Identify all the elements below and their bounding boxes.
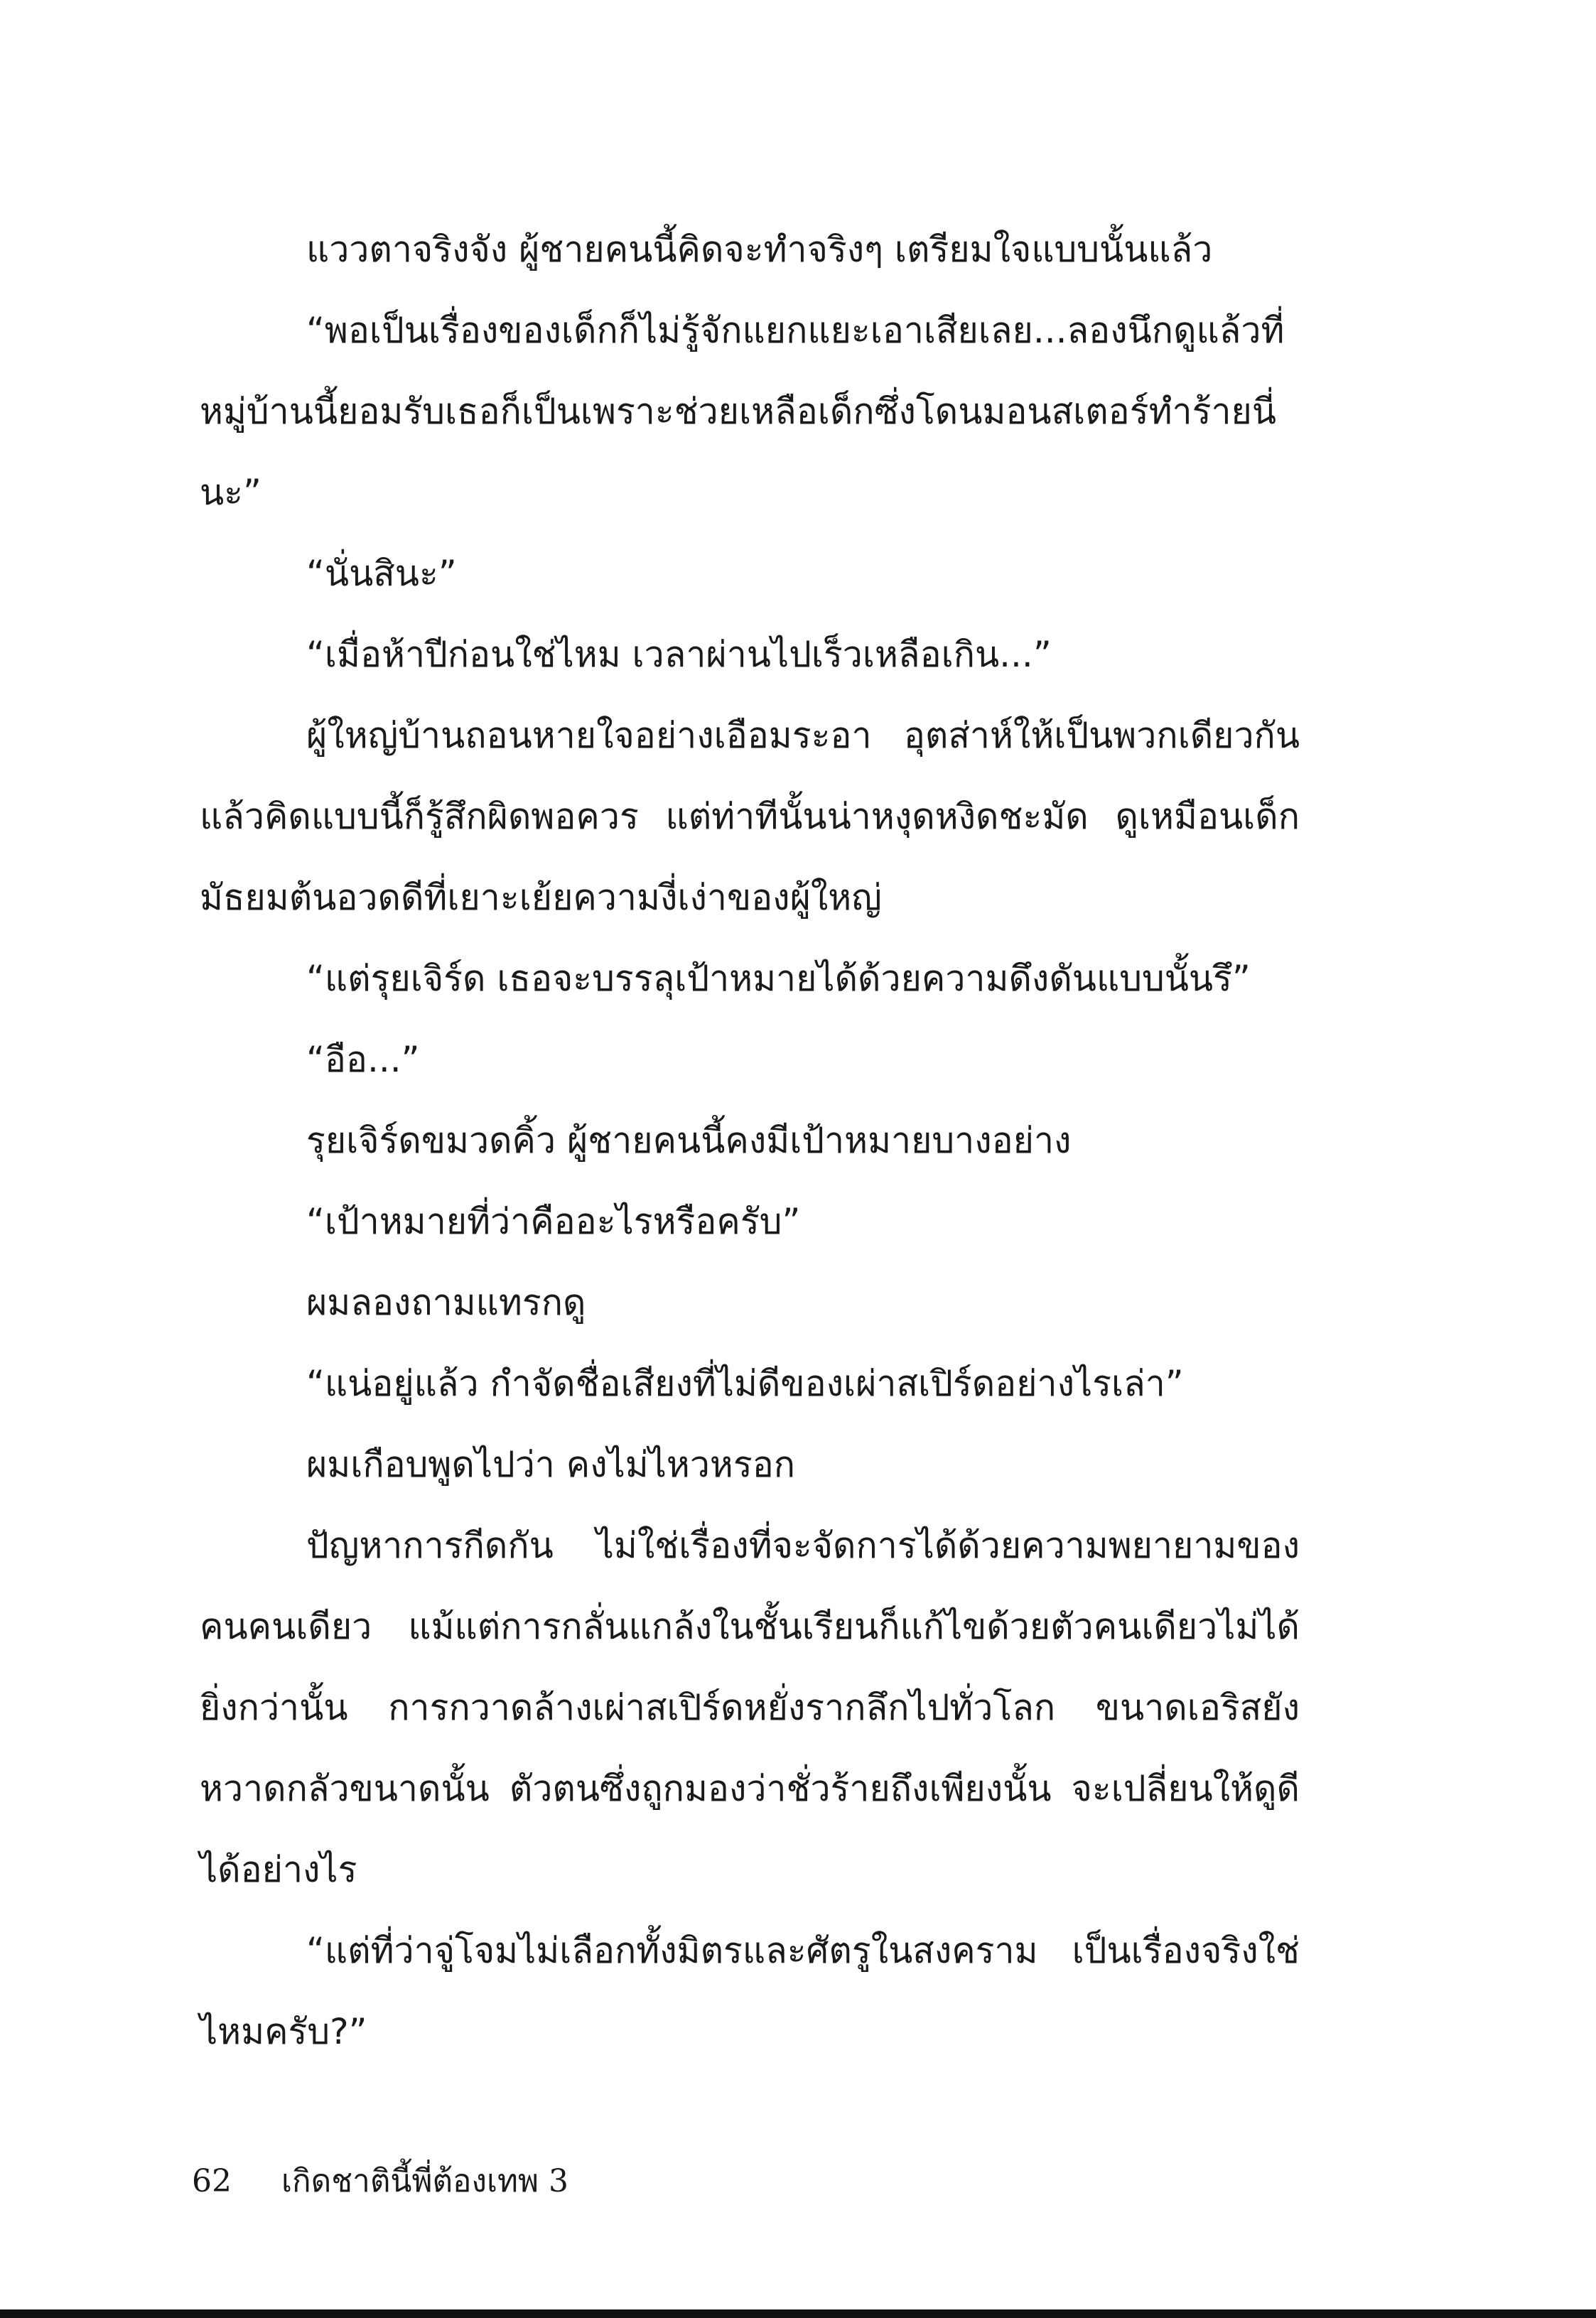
paragraph: “เป้าหมายที่ว่าคืออะไรหรือครับ” xyxy=(306,1201,801,1242)
paragraph: ปัญหาการกีดกัน ไม่ใช่เรื่องที่จะจัดการได้ด้วยความพยายามของคนคนเดียว แม้แต่การกลั่นแกล้งในชั้นเรียนก็แก้ไขด้วยตัวคนเดียวไม่ได้ ยิ่งกว่านั้น การกวาดล้างเผ่าสเปิร์ดหยั่งรากลึกไปทั่วโลก ขนาดเอริสยังหวาดกลัวขนาดนั้น ตัวตนซึ่งถูกมองว่าชั่วร้ายถึงเพียงนั้น จะเปลี่ยนให้ดูดีได้อย่างไร xyxy=(200,1525,1300,1890)
paragraph: “พอเป็นเรื่องของเด็กก็ไม่รู้จักแยกแยะเอาเสียเลย...ลองนึกดูแล้วที่หมู่บ้านนี้ยอมรับเธอก็เป็นเพราะช่วยเหลือเด็กซึ่งโดนมอนสเตอร์ทำร้ายนี่นะ” xyxy=(200,310,1285,513)
bottom-rule xyxy=(0,2309,1596,2318)
paragraph: “นั่นสินะ” xyxy=(306,553,457,594)
paragraph: “อือ...” xyxy=(306,1039,420,1080)
body-text xyxy=(200,209,1300,2072)
paragraph: “แต่รุยเจิร์ด เธอจะบรรลุเป้าหมายได้ด้วยความดึงดันแบบนั้นรึ” xyxy=(306,958,1251,999)
paragraph: “แต่ที่ว่าจู่โจมไม่เลือกทั้งมิตรและศัตรูในสงคราม เป็นเรื่องจริงใช่ไหมครับ?” xyxy=(200,1930,1300,2052)
page-number: 62 xyxy=(192,2163,232,2199)
paragraph: ผู้ใหญ่บ้านถอนหายใจอย่างเอือมระอา อุตส่าห์ให้เป็นพวกเดียวกันแล้วคิดแบบนี้ก็รู้สึกผิดพอควร แต่ท่าทีนั้นน่าหงุดหงิดชะมัด ดูเหมือนเด็กมัธยมต้นอวดดีที่เยาะเย้ยความงี่เง่าของผู้ใหญ่ xyxy=(200,715,1300,918)
paragraph: ผมลองถามแทรกดู xyxy=(306,1282,586,1323)
paragraph: ผมเกือบพูดไปว่า คงไม่ไหวหรอก xyxy=(306,1444,796,1485)
paragraph: แววตาจริงจัง ผู้ชายคนนี้คิดจะทำจริงๆ เตรียมใจแบบนั้นแล้ว xyxy=(306,229,1213,270)
paragraph: “เมื่อห้าปีก่อนใช่ไหม เวลาผ่านไปเร็วเหลือเกิน...” xyxy=(306,634,1052,675)
page-footer xyxy=(192,2160,568,2203)
paragraph: “แน่อยู่แล้ว กำจัดชื่อเสียงที่ไม่ดีของเผ่าสเปิร์ดอย่างไรเล่า” xyxy=(306,1363,1184,1404)
paragraph: รุยเจิร์ดขมวดคิ้ว ผู้ชายคนนี้คงมีเป้าหมายบางอย่าง xyxy=(306,1120,1072,1161)
running-title: เกิดชาตินี้พี่ต้องเทพ 3 xyxy=(281,2163,568,2199)
